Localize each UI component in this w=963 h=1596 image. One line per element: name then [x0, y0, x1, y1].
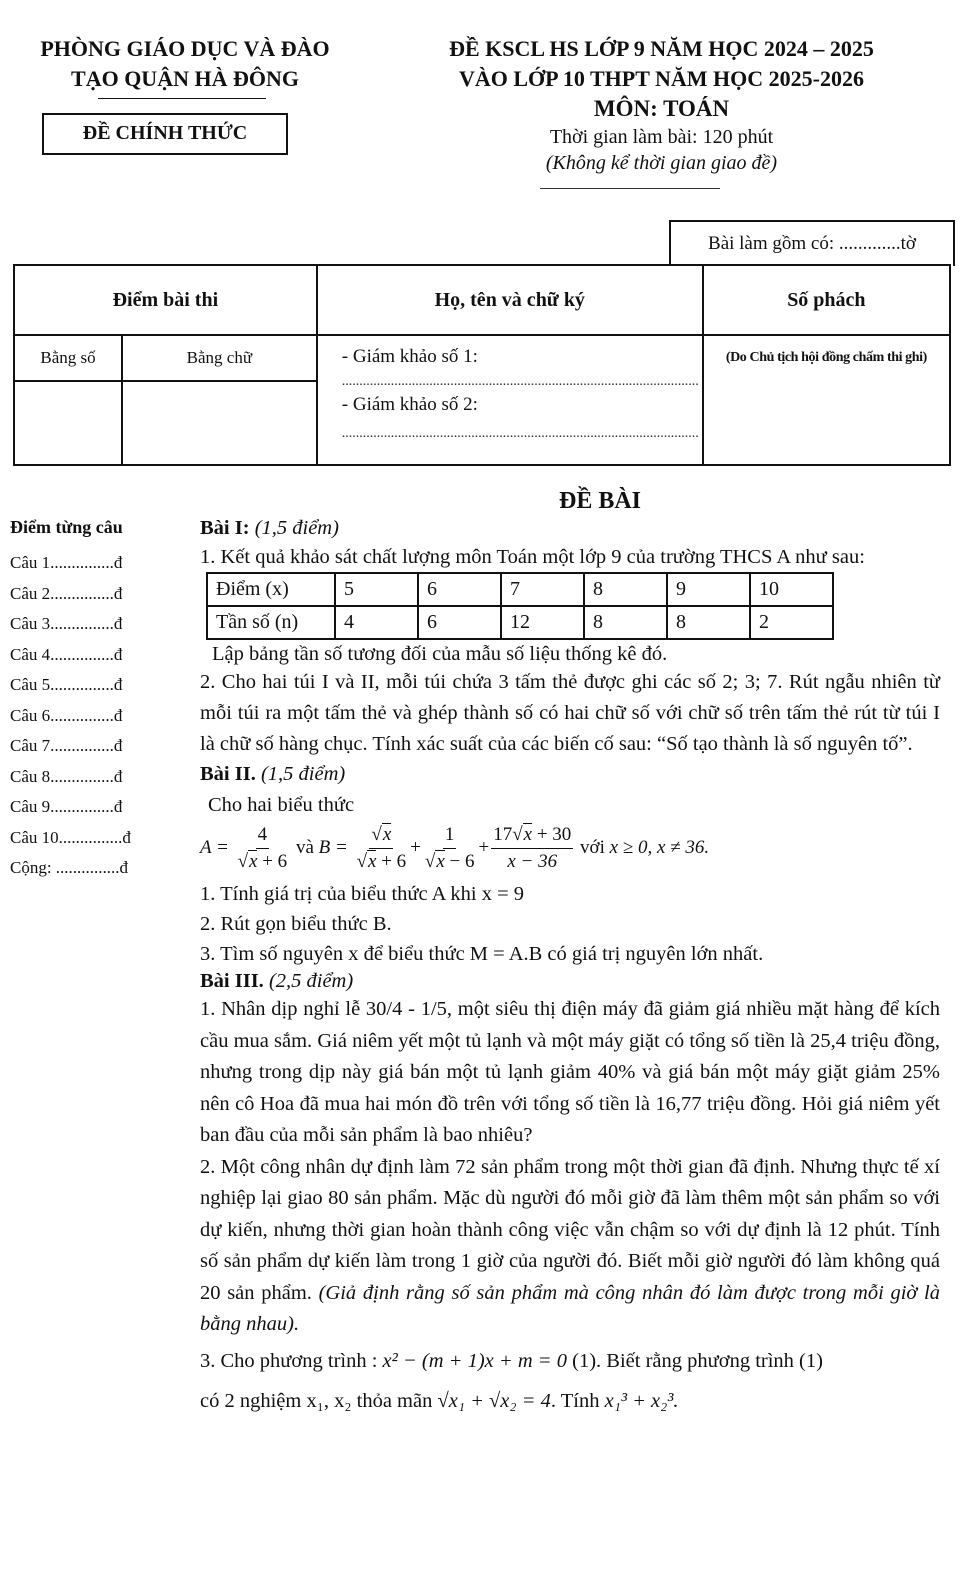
score-header: Điểm bài thi	[14, 265, 317, 335]
score-column-header: Điểm từng câu	[10, 517, 123, 537]
sqrt-x: x	[382, 824, 392, 845]
frequency-cell: 4	[335, 606, 418, 639]
bai2-q1: 1. Tính giá trị của biểu thức A khi x = 9	[200, 883, 525, 905]
den-rest: − 6	[444, 851, 475, 872]
formula-and: và	[295, 836, 314, 858]
frequency-table	[206, 572, 834, 640]
formula-B-lhs: B =	[318, 836, 348, 858]
frequency-cell: 6	[418, 606, 501, 639]
bai1-q2-text: 2. Cho hai túi I và II, mỗi túi chứa 3 tấm thẻ được ghi các số 2; 3; 7. Rút ngẫu nhiên từ mỗi túi ra một tấm thẻ và ghép thành số có hai chữ số với chữ số trên tấm thẻ rút từ túi I là chữ số hàng chục. Tính xác suất của các biến cố sau: “Số tạo thành là số nguyên tố”.	[200, 671, 940, 755]
fraction-numerator: √x	[369, 822, 393, 849]
examiner-header: Họ, tên và chữ ký	[317, 265, 703, 335]
fraction-numerator: 17√x + 30	[491, 822, 573, 849]
q3-post: (1). Biết rằng phương trình (1)	[572, 1349, 823, 1372]
score-row: Câu 9...............đ	[10, 797, 123, 816]
score-row: Câu 3...............đ	[10, 614, 123, 633]
den-rest: + 6	[257, 851, 288, 872]
score-row: Câu 5...............đ	[10, 675, 123, 694]
bai3-points: (2,5 điểm)	[268, 970, 354, 992]
sqrt-x: x	[436, 851, 445, 872]
fraction-A	[236, 822, 290, 875]
examiner-1-signature-line[interactable]: ......................................................................................................	[341, 374, 699, 388]
bai2-q3: 3. Tìm số nguyên x để biểu thức M = A.B có giá trị nguyên lớn nhất.	[200, 943, 764, 965]
bai1-title: Bài I:	[200, 517, 250, 539]
examiner-2-label: - Giám khảo số 2:	[341, 394, 478, 415]
bai3-title: Bài III.	[200, 970, 264, 992]
den-rest: + 6	[376, 851, 407, 872]
table-row	[207, 606, 833, 639]
bai2-formula	[200, 822, 940, 875]
fraction-denominator: √x − 6	[424, 851, 475, 872]
bai3-q2	[200, 1152, 940, 1341]
table-row	[207, 573, 833, 606]
bai1-points: (1,5 điểm)	[254, 517, 339, 539]
q3-target: x₁³ + x₂³.	[604, 1389, 679, 1412]
department-line-2: TẠO QUẬN HÀ ĐÔNG	[71, 66, 299, 91]
bai2-points: (1,5 điểm)	[260, 763, 346, 785]
frequency-cell: 8	[667, 606, 750, 639]
bai3-q3-line2	[200, 1381, 940, 1421]
bai1-heading	[200, 516, 940, 541]
q3-condition: √x₁ + √x₂ = 4	[437, 1389, 551, 1412]
fraction-B1	[355, 822, 409, 875]
score-cell: 6	[418, 573, 501, 606]
condition: x ≥ 0, x ≠ 36.	[609, 836, 710, 858]
code-cell	[703, 335, 950, 465]
sqrt-x: x	[523, 824, 533, 845]
department-underline	[98, 98, 266, 99]
score-row: Câu 4...............đ	[10, 644, 123, 664]
condition-word: với	[580, 836, 605, 858]
fraction-denominator: √x + 6	[237, 851, 288, 872]
examiner-2-signature-line[interactable]: ......................................................................................................	[341, 426, 699, 440]
bai1-q1-text: 1. Kết quả khảo sát chất lượng môn Toán một lớp 9 của trường THCS A như sau:	[200, 546, 865, 568]
exam-title-line-1: ĐỀ KSCL HS LỚP 9 NĂM HỌC 2024 – 2025	[449, 36, 874, 61]
exam-duration: Thời gian làm bài: 120 phút	[549, 126, 774, 148]
score-text-cell[interactable]	[122, 381, 317, 465]
frequency-cell: 2	[750, 606, 833, 639]
exam-title	[380, 34, 943, 94]
sqrt-x: x	[368, 851, 377, 872]
department-name	[0, 34, 370, 94]
bai2-heading	[200, 762, 940, 787]
page-count-field: Bài làm gồm có: .............tờ	[669, 220, 955, 266]
exam-title-line-2: VÀO LỚP 10 THPT NĂM HỌC 2025-2026	[459, 66, 864, 91]
fraction-denominator: x − 36	[507, 851, 558, 872]
score-cell: 10	[750, 573, 833, 606]
formula-A-lhs: A =	[200, 836, 229, 858]
fraction-B3	[491, 822, 573, 875]
score-row: Câu 7...............đ	[10, 736, 123, 755]
score-number-header: Bằng số	[14, 335, 122, 381]
duration-note: (Không kể thời gian giao đề)	[545, 152, 778, 174]
plus-sign: +	[410, 836, 421, 858]
num-pre: 17	[493, 824, 513, 845]
bai3-heading	[200, 969, 940, 994]
score-row: Câu 8...............đ	[10, 766, 123, 786]
examiner-1-label: - Giám khảo số 1:	[341, 346, 478, 367]
fraction-numerator: 1	[443, 822, 457, 849]
exam-content	[200, 516, 940, 1421]
q3-line2-pre: có 2 nghiệm x₁, x₂ thỏa mãn	[200, 1389, 433, 1412]
code-note: (Do Chủ tịch hội đồng chấm thi ghi)	[725, 350, 927, 365]
bai3-q1: 1. Nhân dịp nghỉ lễ 30/4 - 1/5, một siêu thị điện máy đã giảm giá nhiều mặt hàng để kích cầu mua sắm. Giá niêm yết một tủ lạnh và một máy giặt có tổng số tiền là 25,4 triệu đồng, nhưng trong dịp này giá bán một tủ lạnh giảm 40% và giá bán một máy giặt giảm 25% nên cô Hoa đã mua hai món đồ trên với tổng số tiền là 16,77 triệu đồng. Hỏi giá niêm yết ban đầu của mỗi sản phẩm là bao nhiêu?	[200, 998, 940, 1146]
q3-pre: 3. Cho phương trình :	[200, 1349, 378, 1372]
bai3-q2-note: (Giả định rằng số sản phẩm mà công nhân đó làm được trong mỗi giờ là bằng nhau).	[200, 1281, 940, 1335]
score-cell: 8	[584, 573, 667, 606]
bai2-intro: Cho hai biểu thức	[208, 794, 355, 816]
bai2-q2: 2. Rút gọn biểu thức B.	[200, 913, 392, 935]
score-per-question-column	[10, 512, 190, 884]
frequency-cell: 12	[501, 606, 584, 639]
plus-sign: +	[478, 836, 490, 858]
fraction-denominator: √x + 6	[356, 851, 407, 872]
score-row: Câu 1...............đ	[10, 553, 123, 572]
score-text-header: Bằng chữ	[122, 335, 317, 381]
score-total-row: Cộng: ...............đ	[10, 858, 129, 877]
official-exam-badge: ĐỀ CHÍNH THỨC	[42, 113, 288, 155]
q3-equation: x² − (m + 1)x + m = 0	[382, 1349, 567, 1372]
grading-info-table	[13, 264, 951, 466]
bai3-q3-line1	[200, 1341, 940, 1381]
score-cell: 9	[667, 573, 750, 606]
score-label-cell: Điểm (x)	[207, 573, 335, 606]
fraction-numerator: 4	[256, 822, 270, 849]
bai2-title: Bài II.	[200, 763, 256, 785]
frequency-cell: 8	[584, 606, 667, 639]
fraction-B2	[423, 822, 477, 875]
subject-title: MÔN: TOÁN	[593, 96, 730, 121]
q3-line2-post: . Tính	[550, 1389, 600, 1412]
score-row: Câu 10...............đ	[10, 827, 131, 847]
frequency-label-cell: Tần số (n)	[207, 606, 335, 639]
code-header: Số phách	[703, 265, 950, 335]
section-title: ĐỀ BÀI	[558, 488, 642, 514]
score-cell: 5	[335, 573, 418, 606]
score-row: Câu 6...............đ	[10, 705, 123, 725]
score-number-cell[interactable]	[14, 381, 122, 465]
num-rest: + 30	[532, 824, 572, 845]
department-line-1: PHÒNG GIÁO DỤC VÀ ĐÀO	[40, 36, 330, 61]
bai3-q2-text: 2. Một công nhân dự định làm 72 sản phẩm trong một thời gian đã định. Nhưng thực tế xí nghiệp lại giao 80 sản phẩm. Mặc dù người đó mỗi giờ đã làm thêm một sản phẩm so với dự kiến, nhưng thời gian hoàn thành công việc vẫn chậm so với dự định là 12 phút. Tính số sản phẩm dự kiến làm trong 1 giờ của người đó. Biết mỗi giờ người đó làm không quá 20 sản phẩm.	[200, 1155, 940, 1304]
title-underline	[540, 188, 720, 189]
examiner-cell	[317, 335, 703, 465]
score-cell: 7	[501, 573, 584, 606]
bai1-q1-task: Lập bảng tần số tương đối của mẫu số liệu thống kê đó.	[212, 643, 668, 665]
score-row: Câu 2...............đ	[10, 583, 123, 603]
sqrt-x: x	[249, 851, 258, 872]
